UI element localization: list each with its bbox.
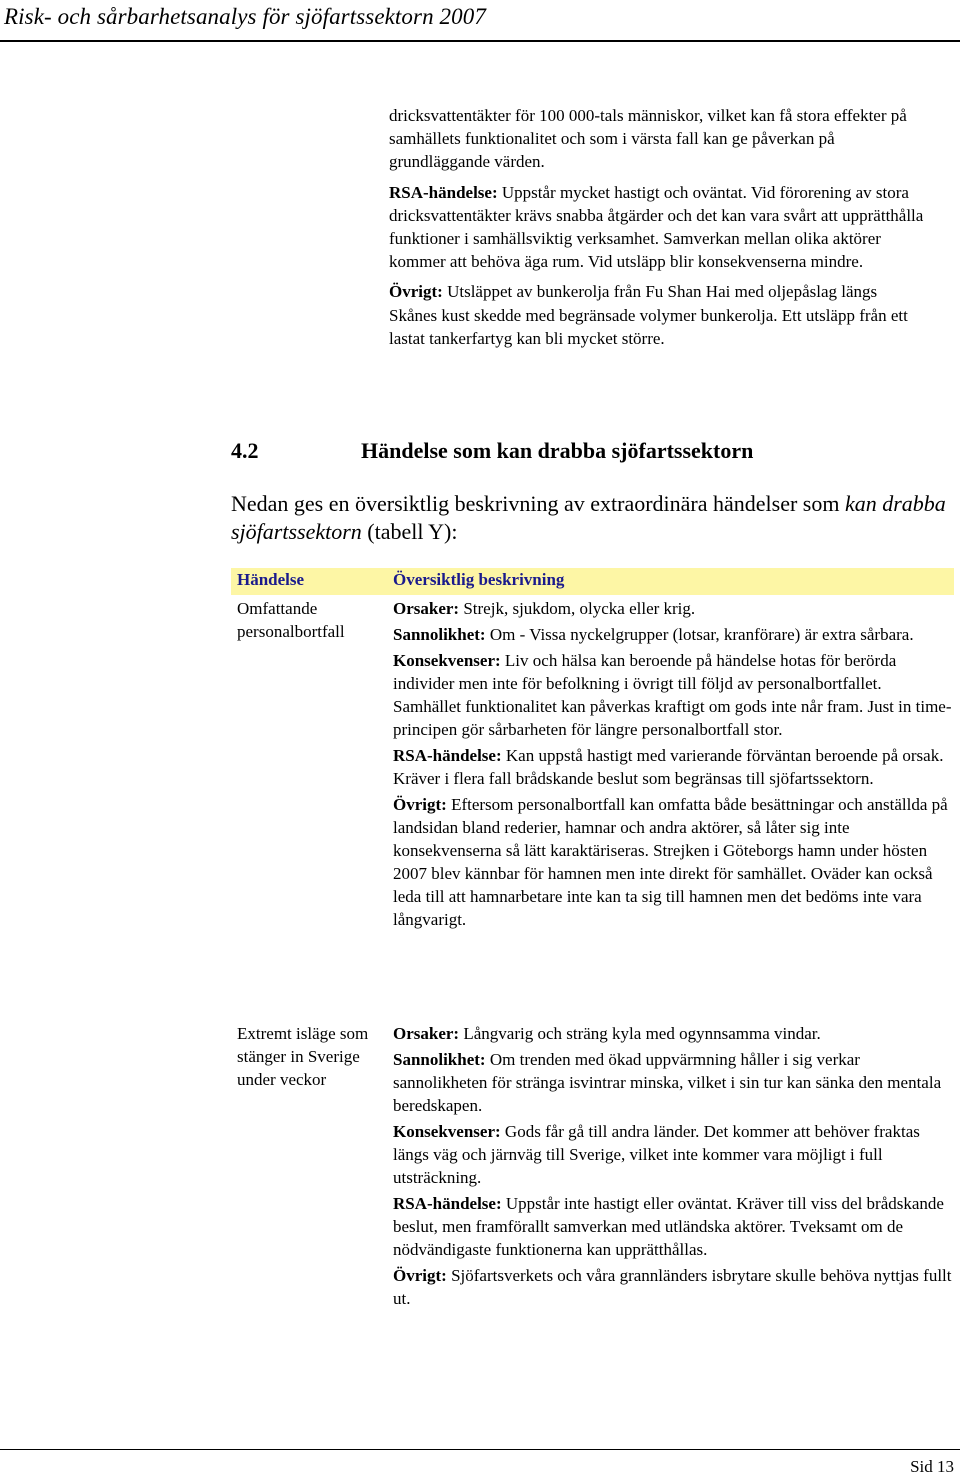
ovrigt-label: Övrigt: — [389, 282, 443, 302]
rsa-text: Uppstår inte hastigt eller oväntat. Kräver till viss del brådskande beslut, men framförallt samverkan med utländska aktörer. Tveksamt om de nödvändigaste funktionerna kan upprätthållas. — [393, 1194, 944, 1259]
ovrigt-text: Sjöfartsverkets och våra grannländers isbrytare skulle behöva nyttjas fullt ut. — [393, 1266, 952, 1308]
section-number: 4.2 — [231, 438, 259, 463]
sannolikhet-line — [393, 1048, 953, 1117]
ovrigt-label: Övrigt: — [393, 1266, 447, 1285]
rsa-label: RSA-händelse: — [393, 746, 502, 765]
sannolikhet-label: Sannolikhet: — [393, 1050, 486, 1069]
konsekvenser-text: Gods får gå till andra länder. Det kommer att behöver fraktas längs väg och järnväg till Sverige, vilket inte kommer vara möjligt i full utsträckning. — [393, 1122, 920, 1187]
rsa-label: RSA-händelse: — [389, 182, 498, 202]
document-title: Risk- och sårbarhetsanalys för sjöfartssektorn 2007 — [4, 4, 486, 29]
paragraph-text: Uppstår mycket hastigt och oväntat. Vid förorening av stora dricksvattentäkter krävs snabba åtgärder och det kan vara svårt att upprätthålla funktioner i samhällsviktig verksamhet. Samverkan mellan olika aktörer kommer att behöva äga rum. Vid utsläpp blir konsekvenserna mindre. — [389, 182, 924, 272]
ovrigt-line — [393, 793, 953, 931]
konsekvenser-line — [393, 1120, 953, 1189]
rsa-label: RSA-händelse: — [393, 1194, 502, 1213]
ovrigt-label: Övrigt: — [393, 795, 447, 814]
rsa-line — [393, 744, 953, 790]
column-header-description: Översiktlig beskrivning — [393, 570, 565, 589]
sannolikhet-text: Om trenden med ökad uppvärmning håller i sig verkar sannolikheten för stränga isvintrar minska, vilket i sin tur kan sänka den mentala beredskapen. — [393, 1050, 942, 1115]
section-title: Händelse som kan drabba sjöfartssektorn — [361, 438, 754, 463]
orsaker-text: Långvarig och sträng kyla med ogynnsamma vindar. — [459, 1024, 821, 1043]
paragraph-text: dricksvattentäkter för 100 000-tals människor, vilket kan få stora effekter på samhällets funktionalitet och som i värsta fall kan ge påverkan på grundläggande värden. — [389, 106, 907, 172]
konsekvenser-line — [393, 649, 953, 741]
intro-italic: kan drabba sjöfartssektorn — [231, 491, 946, 544]
column-header-event: Händelse — [237, 570, 305, 589]
sannolikhet-line — [393, 623, 953, 646]
intro-paragraph — [231, 490, 946, 546]
orsaker-text: Strejk, sjukdom, olycka eller krig. — [459, 599, 696, 618]
paragraph — [389, 104, 929, 174]
rsa-line — [393, 1192, 953, 1261]
page-header — [0, 0, 960, 42]
konsekvenser-label: Konsekvenser: — [393, 1122, 501, 1141]
orsaker-line — [393, 1022, 953, 1045]
paragraph-text: Utsläppet av bunkerolja från Fu Shan Hai med oljepåslag längs Skånes kust skedde med begränsade volymer bunkerolja. Ett utsläpp från ett lastat tankerfartyg kan bli mycket större. — [389, 282, 908, 348]
ovrigt-text: Eftersom personalbortfall kan omfatta både besättningar och anställda på landsidan bland rederier, hamnar och andra aktörer, så låter sig inte konsekvenserna så lätt karaktäriseras. Strejken i Göteborgs hamn under hösten 2007 blev kännbar för hamnen men inte direkt för samhället. Oväder kan också leda till att hamnarbetare inte kan ta sig till hamnen men det bedöms inte vara långvarigt. — [393, 795, 948, 929]
intro-text: Nedan ges en översiktlig beskrivning av extraordinära händelser som — [231, 491, 845, 516]
orsaker-label: Orsaker: — [393, 1024, 460, 1043]
orsaker-line — [393, 597, 953, 620]
konsekvenser-label: Konsekvenser: — [393, 651, 501, 670]
table-row-description — [393, 597, 953, 934]
table-row-event: Omfattande personalbortfall — [237, 599, 345, 641]
table-row-description — [393, 1022, 953, 1313]
paragraph — [389, 280, 929, 350]
page-number: Sid 13 — [910, 1457, 954, 1476]
rsa-text: Kan uppstå hastigt med varierande förväntan beroende på orsak. Kräver i flera fall brådskande beslut som begränsas till sjöfartssektorn. — [393, 746, 944, 788]
orsaker-label: Orsaker: — [393, 599, 460, 618]
ovrigt-line — [393, 1264, 953, 1310]
footer-divider — [0, 1449, 960, 1450]
paragraph — [389, 181, 929, 274]
continued-text-block — [389, 104, 929, 357]
konsekvenser-text: Liv och hälsa kan beroende på händelse hotas för berörda individer men inte för befolkning i övrigt till följd av personalbortfallet. Samhället funktionalitet kan påverkas kraftigt om gods inte når fram. Just in time-principen gör sårbarheten för längre personalbortfall stor. — [393, 651, 952, 739]
table-header-row — [231, 568, 954, 595]
sannolikhet-label: Sannolikhet: — [393, 625, 486, 644]
intro-text-end: (tabell Y): — [361, 519, 458, 544]
section-heading — [231, 438, 931, 464]
table-row-event: Extremt isläge som stänger in Sverige under veckor — [237, 1024, 369, 1089]
sannolikhet-text: Om - Vissa nyckelgrupper (lotsar, kranförare) är extra sårbara. — [485, 625, 914, 644]
